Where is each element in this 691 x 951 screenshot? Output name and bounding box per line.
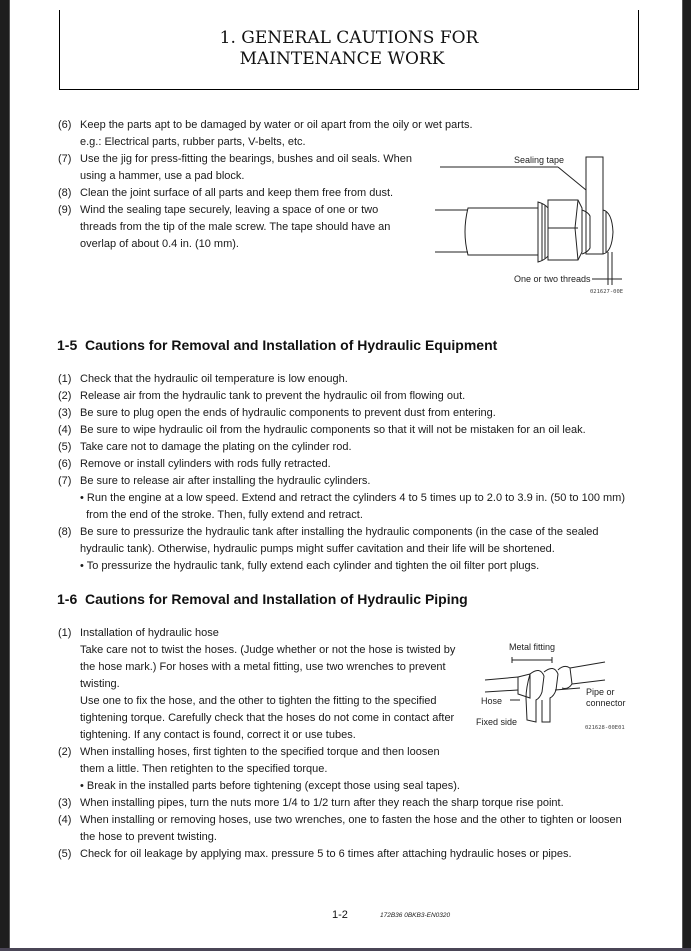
item-line: When installing or removing hoses, use two wrenches, one to fasten the hose and the other to tighten or loosen <box>80 814 622 826</box>
item-line: Be sure to release air after installing the hydraulic cylinders. <box>80 475 371 487</box>
item-line: Be sure to pressurize the hydraulic tank after installing the hydraulic components (in the case of the sealed <box>80 526 599 538</box>
item-number: (8) <box>58 187 72 199</box>
item-number: (7) <box>58 475 72 487</box>
section-1-6-heading: 1-6 Cautions for Removal and Installation of Hydraulic Piping <box>57 591 468 607</box>
label-sealing-tape: Sealing tape <box>514 155 565 165</box>
item-line: Wind the sealing tape securely, leaving a space of one or two <box>80 204 379 216</box>
item-number: (1) <box>58 373 72 385</box>
item-line: from the end of the stroke. Then, fully extend and retract. <box>80 509 363 521</box>
item-line: Check that the hydraulic oil temperature is low enough. <box>80 373 348 385</box>
item-number: (7) <box>58 153 72 165</box>
item-line: • To pressurize the hydraulic tank, fully extend each cylinder and tighten the oil filter port plugs. <box>80 560 540 572</box>
page-number: 1-2 <box>332 909 348 921</box>
label-connector: connector <box>586 698 626 708</box>
title-line-1: 1. GENERAL CAUTIONS FOR <box>219 28 479 48</box>
item-number: (5) <box>58 848 72 860</box>
title-box <box>59 10 639 90</box>
item-line: tightening. If any contact is found, correct it or use tubes. <box>80 729 356 741</box>
document-code: 172B36 0BKB3-EN0320 <box>380 912 451 919</box>
item-line: them a little. Then retighten to the specified torque. <box>80 763 328 775</box>
item-line: overlap of about 0.4 in. (10 mm). <box>80 238 239 250</box>
item-line: hydraulic tank). Otherwise, hydraulic pumps might suffer cavitation and their life will be shortened. <box>80 543 555 555</box>
item-line: twisting. <box>80 678 120 690</box>
item-number: (9) <box>58 204 72 216</box>
item-number: (5) <box>58 441 72 453</box>
title-line-2: MAINTENANCE WORK <box>239 49 445 69</box>
label-fixed-side: Fixed side <box>476 717 518 727</box>
item-line: Keep the parts apt to be damaged by water or oil apart from the oily or wet parts. <box>80 119 473 131</box>
item-number: (4) <box>58 814 72 826</box>
section-1-5-heading: 1-5 Cautions for Removal and Installation of Hydraulic Equipment <box>57 337 498 353</box>
item-number: (6) <box>58 458 72 470</box>
item-line: Use one to fix the hose, and the other to tighten the fitting to the specified <box>80 695 437 707</box>
item-number: (2) <box>58 390 72 402</box>
item-line: Remove or install cylinders with rods fully retracted. <box>80 458 331 470</box>
item-number: (3) <box>58 797 72 809</box>
item-line: • Break in the installed parts before tightening (except those using seal tapes). <box>80 780 460 792</box>
item-line: Be sure to plug open the ends of hydraulic components to prevent dust from entering. <box>80 407 496 419</box>
item-number: (2) <box>58 746 72 758</box>
label-one-or-two-threads: One or two threads <box>514 274 591 284</box>
page-title <box>60 28 638 70</box>
item-number: (3) <box>58 407 72 419</box>
item-line: Take care not to damage the plating on the cylinder rod. <box>80 441 352 453</box>
item-line: When installing pipes, turn the nuts more 1/4 to 1/2 turn after they reach the sharp torque rise point. <box>80 797 564 809</box>
item-line: Take care not to twist the hoses. (Judge whether or not the hose is twisted by <box>80 644 456 656</box>
label-metal-fitting: Metal fitting <box>509 642 556 652</box>
item-line: When installing hoses, first tighten to the specified torque and then loosen <box>80 746 440 758</box>
label-hose: Hose <box>481 696 503 706</box>
item-line: Check for oil leakage by applying max. pressure 5 to 6 times after attaching hydraulic hoses or pipes. <box>80 848 572 860</box>
label-pipe-or: Pipe or <box>586 687 615 697</box>
item-line: • Run the engine at a low speed. Extend and retract the cylinders 4 to 5 times up to 2.0 to 3.9 in. (50 to 100 mm) <box>80 492 625 504</box>
item-line: Release air from the hydraulic tank to prevent the hydraulic oil from flowing out. <box>80 390 466 402</box>
item-line: the hose to prevent twisting. <box>80 831 217 843</box>
item-number: (1) <box>58 627 72 639</box>
item-number: (6) <box>58 119 72 131</box>
item-line: threads from the tip of the male screw. The tape should have an <box>80 221 391 233</box>
item-line: using a hammer, use a pad block. <box>80 170 245 182</box>
figure2-code: 021628-00E01 <box>585 725 625 731</box>
item-line: Use the jig for press-fitting the bearings, bushes and oil seals. When <box>80 153 413 165</box>
item-line: e.g.: Electrical parts, rubber parts, V-belts, etc. <box>80 136 306 148</box>
item-line: Clean the joint surface of all parts and keep them free from dust. <box>80 187 394 199</box>
item-line: tightening torque. Carefully check that the hoses do not come in contact after <box>80 712 455 724</box>
figure1-code: 021627-00E <box>590 289 624 295</box>
item-number: (4) <box>58 424 72 436</box>
item-line: Installation of hydraulic hose <box>80 627 219 639</box>
item-line: Be sure to wipe hydraulic oil from the hydraulic components so that it will not be mistaken for an oil leak. <box>80 424 586 436</box>
item-line: the hose mark.) For hoses with a metal fitting, use two wrenches to prevent <box>80 661 446 673</box>
item-number: (8) <box>58 526 72 538</box>
